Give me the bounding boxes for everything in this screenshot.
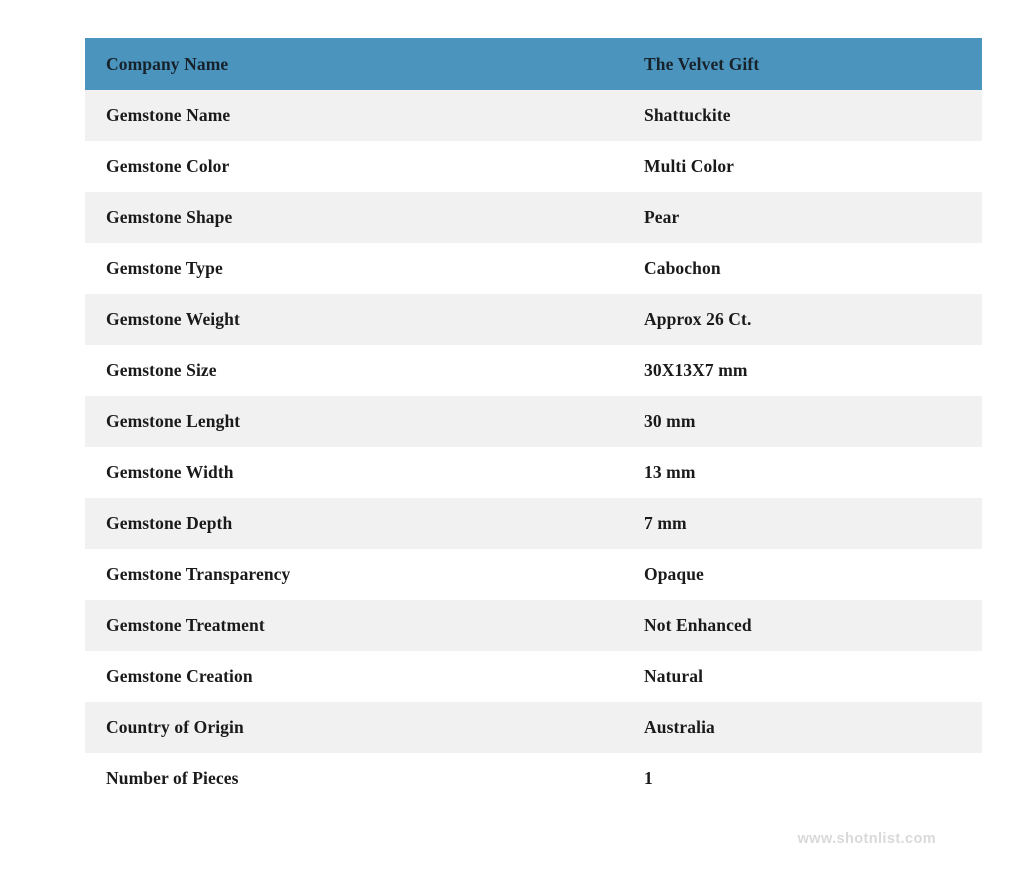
table-row	[85, 294, 982, 345]
row-value: 1	[623, 753, 982, 804]
row-value: Approx 26 Ct.	[623, 294, 982, 345]
row-value: Natural	[623, 651, 982, 702]
row-key: Gemstone Name	[85, 90, 623, 141]
table-row	[85, 702, 982, 753]
table-row	[85, 600, 982, 651]
row-key: Gemstone Lenght	[85, 396, 623, 447]
row-key: Gemstone Type	[85, 243, 623, 294]
row-value: Not Enhanced	[623, 600, 982, 651]
row-key: Number of Pieces	[85, 753, 623, 804]
row-value: Pear	[623, 192, 982, 243]
table-row	[85, 549, 982, 600]
row-key: Gemstone Depth	[85, 498, 623, 549]
row-key: Gemstone Width	[85, 447, 623, 498]
row-value: Cabochon	[623, 243, 982, 294]
table-row	[85, 498, 982, 549]
table-row	[85, 192, 982, 243]
row-key: Gemstone Creation	[85, 651, 623, 702]
table-row	[85, 345, 982, 396]
table-header-value: The Velvet Gift	[623, 38, 982, 90]
row-key: Gemstone Size	[85, 345, 623, 396]
watermark: www.shotnlist.com	[797, 831, 936, 847]
table-row	[85, 141, 982, 192]
row-value: 7 mm	[623, 498, 982, 549]
row-key: Country of Origin	[85, 702, 623, 753]
row-key: Gemstone Color	[85, 141, 623, 192]
table-row	[85, 753, 982, 804]
row-value: Opaque	[623, 549, 982, 600]
table-row	[85, 396, 982, 447]
row-value: 30X13X7 mm	[623, 345, 982, 396]
table-row	[85, 243, 982, 294]
row-value: Australia	[623, 702, 982, 753]
table-row	[85, 447, 982, 498]
gemstone-spec-table	[85, 38, 982, 804]
table-header-row	[85, 38, 982, 90]
table-row	[85, 651, 982, 702]
row-key: Gemstone Treatment	[85, 600, 623, 651]
row-value: Shattuckite	[623, 90, 982, 141]
row-key: Gemstone Transparency	[85, 549, 623, 600]
table-row	[85, 90, 982, 141]
table-header-key: Company Name	[85, 38, 623, 90]
row-key: Gemstone Weight	[85, 294, 623, 345]
row-value: 13 mm	[623, 447, 982, 498]
row-key: Gemstone Shape	[85, 192, 623, 243]
row-value: 30 mm	[623, 396, 982, 447]
row-value: Multi Color	[623, 141, 982, 192]
table-body	[85, 38, 982, 804]
gemstone-spec-sheet	[85, 38, 940, 804]
